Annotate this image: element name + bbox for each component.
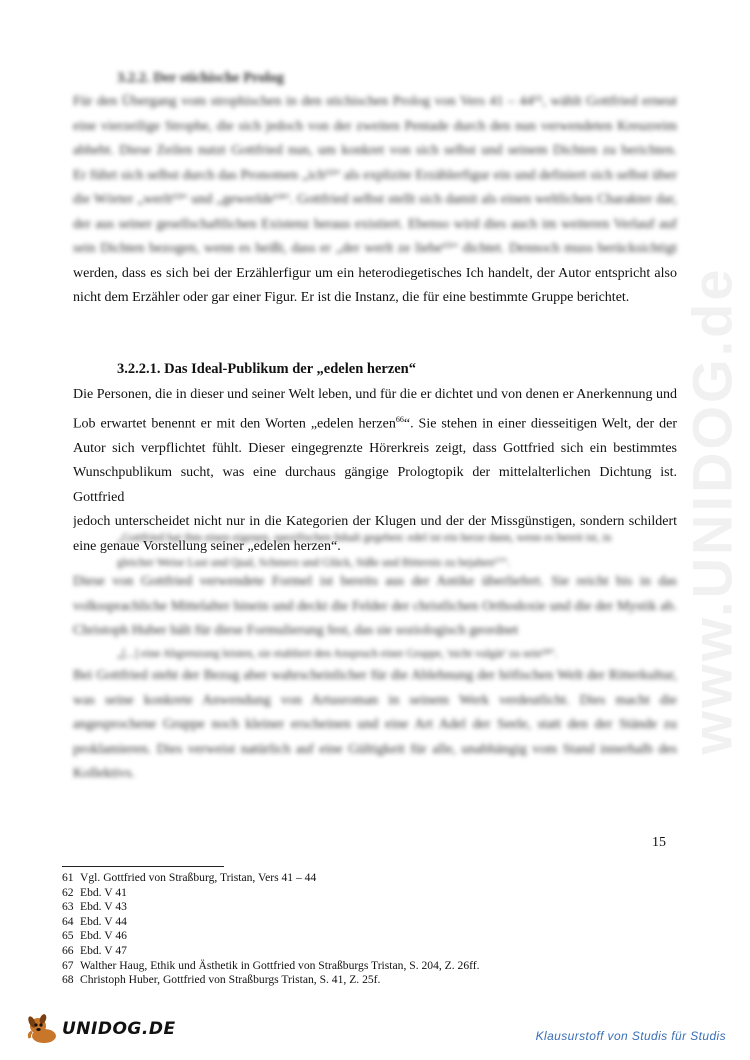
text-line: Autor sich verpflichtet fühlt. Dieser eingegrenzte Hörerkreis zeigt, dass Gottfried sich ein bestimmtes (73, 440, 677, 456)
text-fragment: “. Sie stehen in einer diesseitigen Welt, der der (403, 416, 677, 432)
footnote-number: 66 (62, 943, 74, 957)
footnote (62, 929, 480, 944)
unidog-logo[interactable] (26, 1012, 176, 1046)
text-line: Für den Übergang vom strophischen in den stichischen Prolog von Vers 41 – 44⁶¹, wählt Gottfried erneut (73, 94, 677, 109)
footnote (62, 944, 480, 959)
text-line: volkssprachliche Mittelalter hinein und deckt die Felder der christlichen Orthodoxie und die der Mystik ab. (73, 598, 677, 614)
footnote (62, 959, 480, 974)
text-line: angesprochene Gruppe noch kleiner erscheinen und eine Art Adel der Seele, statt den der Stände zu (73, 717, 677, 732)
text-line: nicht dem Erzähler oder gar einer Figur. Er ist die Instanz, die für eine bestimmte Gruppe berichtet. (73, 290, 630, 305)
prolog-paragraph (73, 90, 677, 311)
blurred-paragraph (73, 664, 677, 787)
page-number: 15 (652, 835, 666, 850)
footnote (62, 915, 480, 930)
footnote-text: Ebd. V 46 (80, 929, 127, 943)
text-line: sein Dichten bezogen, wenn es heißt, dass er „der werlt ze liebe⁶⁵“ dichtet. Dennoch muss berücksichtigt (73, 241, 677, 256)
block-quote (117, 526, 677, 575)
text-line: jedoch unterscheidet nicht nur in die Kategorien der Klugen und der der Missgünstigen, sondern schildert (73, 514, 677, 530)
text-line: abhebt. Diese Zeilen nutzt Gottfried nun, um konkret von sich selbst und seinem Dichten zu berichten. (73, 143, 677, 158)
footnote-number: 62 (62, 885, 74, 899)
text-line: Christoph Huber hält für diese Formulierung fest, das sie soziologisch geordnet (73, 623, 519, 638)
footnote (62, 973, 480, 988)
text-line: proklamieren. Dies verweist natürlich auf eine Gültigkeit für alle, unabhängig vom Stand innerhalb des (73, 741, 677, 757)
text-line: Die Personen, die in dieser und seiner Welt leben, und für die er dichtet und von denen er Anerkennung und (73, 387, 677, 402)
text-line: Wunschpublikum sucht, was eine durchaus gängige Prologtopik der mittelalterlichen Dichtung ist. Gottfried (73, 465, 677, 505)
text-line: eine vierzeilige Strophe, die sich jedoch von der zweiten Pentade durch den nun verwendeten Kreuzreim (73, 118, 677, 134)
footnote-text: Ebd. V 41 (80, 885, 127, 899)
footnotes (62, 871, 480, 988)
logo-wordmark: UNIDOG.DE (62, 1019, 176, 1039)
blurred-paragraph (73, 570, 677, 644)
text-line: gleicher Weise Lust und Qual, Schmerz und Glück, Süße und Bitternis zu bejahen⁶⁷“. (117, 556, 510, 569)
text-line (73, 408, 677, 437)
text-line: Diese von Gottfried verwendete Formel ist bereits aus der Antike überliefert. Sie reicht bis in das (73, 574, 677, 589)
footnote (62, 900, 480, 915)
footnote-ref: 66 (395, 414, 404, 424)
footnote-number: 63 (62, 900, 74, 914)
footer-tagline: Klausurstoff von Studis für Studis (535, 1029, 726, 1043)
footnote-number: 67 (62, 958, 74, 972)
footnote-number: 64 (62, 914, 74, 928)
text-line: die Wörter „werlt⁶³“ und „gewerlde⁶⁴“. Gottfried selbst stellt sich damit als einen weltlichen Charakter dar, (73, 192, 677, 207)
footnote-divider (62, 866, 224, 867)
footnote-text: Vgl. Gottfried von Straßburg, Tristan, Vers 41 – 44 (80, 871, 317, 884)
footnote-text: Ebd. V 43 (80, 900, 127, 914)
text-line: der aus seiner gesellschaftlichen Existenz heraus existiert. Ebenso wird dies auch im weiteren Verlauf auf (73, 216, 677, 232)
footnote (62, 886, 480, 901)
section-heading-ideal-publikum: 3.2.2.1. Das Ideal-Publikum der „edelen herzen“ (117, 361, 416, 377)
footnote-number: 61 (62, 871, 74, 884)
text-line: werden, dass es sich bei der Erzählerfigur um ein heterodiegetisches Ich handelt, der Autor entspricht also (73, 265, 677, 281)
section-heading-prolog: 3.2.2. Der stichische Prolog (117, 70, 284, 86)
text-line: Bei Gottfried steht der Bezug aber wahrscheinlicher für die Ablehnung der höfischen Welt der Ritterkultur, (73, 668, 677, 683)
footnote-text: Christoph Huber, Gottfried von Straßburgs Tristan, S. 41, Z. 25f. (80, 973, 381, 987)
block-quote (117, 642, 677, 667)
text-fragment: Lob erwartet benennt er mit den Worten „edelen herzen (73, 416, 396, 432)
dog-mascot-icon (26, 1012, 60, 1046)
text-line: eine genaue Vorstellung seiner „edelen herzen“. (73, 538, 341, 554)
footnote-number: 68 (62, 973, 74, 987)
watermark: www.UNIDOG.de (680, 265, 744, 755)
footnote-text: Walther Haug, Ethik und Ästhetik in Gottfried von Straßburgs Tristan, S. 204, Z. 26ff. (80, 958, 480, 972)
text-line: „[...] eine Abgrenzung leisten, sie etabliert den Anspruch einer Gruppe, 'nicht vulgär' zu sein⁶⁸“. (117, 648, 558, 660)
footnote (62, 871, 480, 886)
footnote-text: Ebd. V 44 (80, 914, 127, 928)
text-line: „Gottfried hat ihm einen eigenen, spezifischen Inhalt gegeben: edel ist ein herze dann, wenn es bereit ist, in (117, 532, 612, 544)
text-line: was seine konkrete Anwendung von Artusroman in seinem Werk verdeutlicht. Dies macht die (73, 692, 677, 708)
footnote-text: Ebd. V 47 (80, 943, 127, 957)
text-line: Kollektivs. (73, 766, 135, 781)
text-line: Er führt sich selbst durch das Pronomen „ich⁶²“ als explizite Erzählerfigur ein und definiert sich selbst über (73, 167, 677, 183)
footnote-number: 65 (62, 929, 74, 943)
